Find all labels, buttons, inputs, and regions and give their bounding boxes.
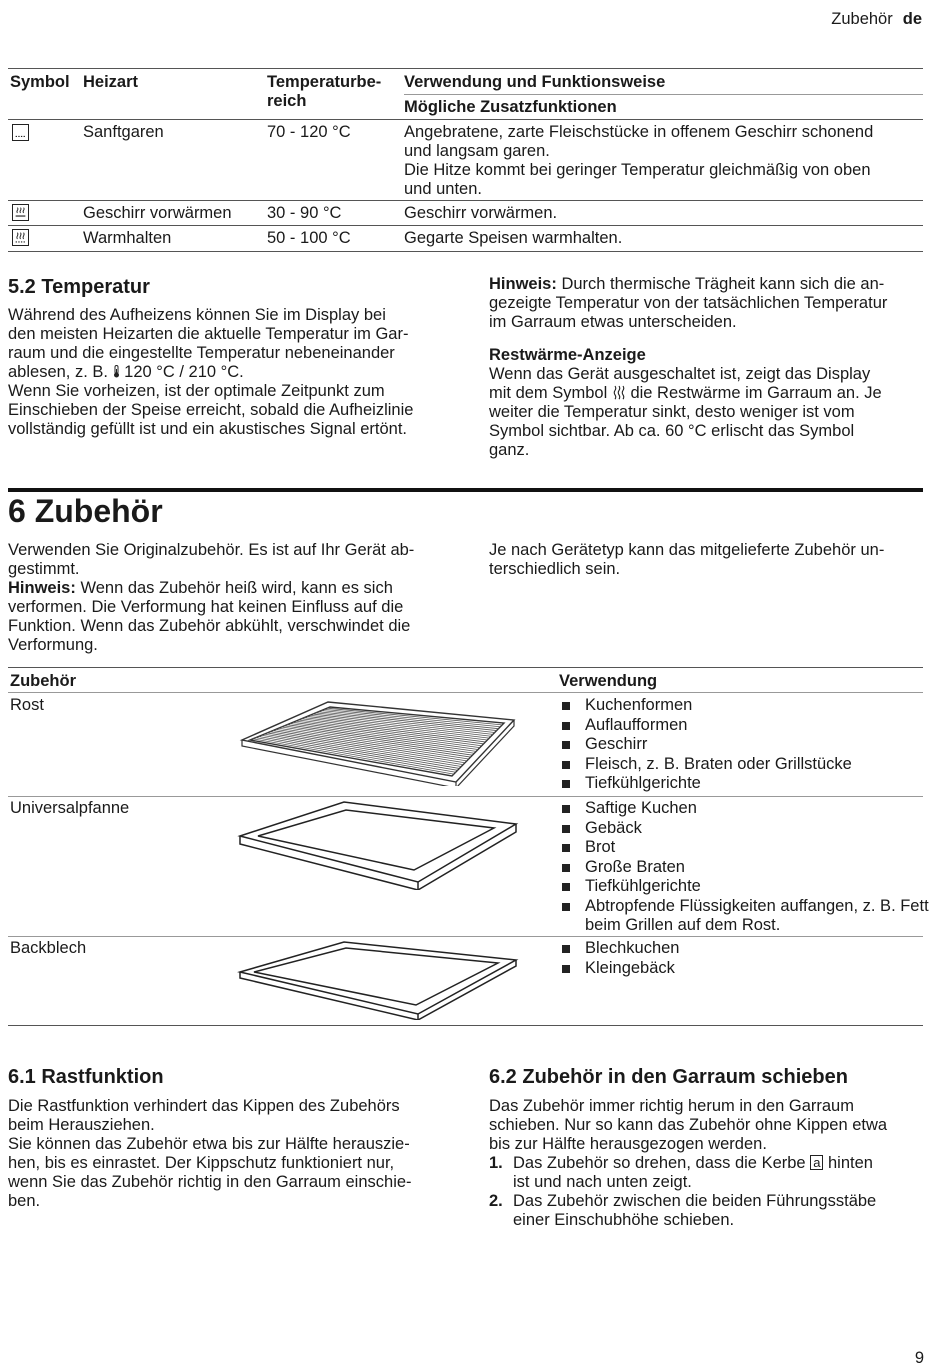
text-fragment: die Restwärme im Garraum an. Je bbox=[625, 384, 882, 402]
subheading-restwaerme: Restwärme-Anzeige bbox=[489, 346, 646, 364]
text-line: beim Herausziehen. bbox=[8, 1116, 155, 1134]
note-label: Hinweis: bbox=[8, 579, 76, 597]
col-symbol-header: Symbol bbox=[10, 73, 70, 91]
section-6-text bbox=[8, 541, 458, 655]
col-usage-header: Verwendung und Funktionsweise bbox=[404, 73, 666, 91]
list-item: Brot bbox=[559, 838, 929, 858]
list-item: Kuchenformen bbox=[559, 696, 852, 716]
list-item: Große Braten bbox=[559, 858, 929, 878]
table-header-rule bbox=[8, 119, 923, 120]
text-line: Während des Aufheizens können Sie im Display bei bbox=[8, 306, 386, 324]
slow-cook-icon bbox=[12, 124, 29, 141]
chapter-rule bbox=[8, 488, 923, 492]
plate-warming-icon bbox=[12, 204, 29, 221]
step-number: 2. bbox=[489, 1192, 503, 1210]
text-line: einer Einschubhöhe schieben. bbox=[513, 1211, 735, 1229]
acc-row-rule bbox=[8, 796, 923, 797]
text-line: vollständig gefüllt ist und ein akustisches Signal ertönt. bbox=[8, 420, 407, 438]
acc-usage-backblech bbox=[559, 939, 679, 978]
text-fragment: hinten bbox=[823, 1154, 873, 1172]
list-item: Tiefkühlgerichte bbox=[559, 877, 929, 897]
step-number: 1. bbox=[489, 1154, 503, 1172]
text-line: wenn Sie das Zubehör richtig in den Garraum einschie- bbox=[8, 1173, 412, 1191]
text-line: schieben. Nur so kann das Zubehör ohne Kippen etwa bbox=[489, 1116, 888, 1134]
text-line: gestimmt. bbox=[8, 560, 80, 578]
heizart-temp: 30 - 90 °C bbox=[267, 204, 342, 222]
text-line: Sie können das Zubehör etwa bis zur Hälfte herauszie- bbox=[8, 1135, 410, 1153]
heizart-usage bbox=[404, 123, 873, 199]
text-line: Je nach Gerätetyp kann das mitgelieferte Zubehör un- bbox=[489, 541, 885, 559]
acc-col-usage-header: Verwendung bbox=[559, 672, 658, 690]
acc-header-rule bbox=[8, 692, 923, 693]
section-6-right-text bbox=[489, 541, 929, 579]
text-line: ist und nach unten zeigt. bbox=[513, 1173, 692, 1191]
acc-table-top-rule bbox=[8, 667, 923, 668]
text-line: Symbol sichtbar. Ab ca. 60 °C erlischt das Symbol bbox=[489, 422, 855, 440]
text-fragment: mit dem Symbol bbox=[489, 384, 612, 402]
section-6-2-text bbox=[489, 1097, 929, 1230]
list-item bbox=[489, 1192, 929, 1230]
acc-usage-rost bbox=[559, 696, 852, 794]
col-heizart-header: Heizart bbox=[83, 73, 139, 91]
header-sub-rule bbox=[404, 94, 923, 95]
usage-line: und unten. bbox=[404, 180, 482, 198]
list-item: Kleingebäck bbox=[559, 959, 679, 979]
acc-col-name-header: Zubehör bbox=[10, 672, 76, 690]
usage-line: Angebratene, zarte Fleischstücke in offenem Geschirr schonend bbox=[404, 123, 874, 141]
universal-pan-image bbox=[236, 800, 520, 890]
text-line bbox=[489, 384, 929, 403]
baking-tray-image bbox=[236, 940, 520, 1020]
text-line: ben. bbox=[8, 1192, 41, 1210]
table-bottom-rule bbox=[8, 251, 923, 252]
list-item: Geschirr bbox=[559, 735, 852, 755]
keep-warm-icon bbox=[12, 229, 29, 246]
page-number: 9 bbox=[914, 1349, 924, 1367]
section-6-1-text bbox=[8, 1097, 458, 1211]
notch-mark: a bbox=[810, 1155, 823, 1170]
text-line: raum und die eingestellte Temperatur nebeneinander bbox=[8, 344, 395, 362]
text-line: im Garraum etwas unterscheiden. bbox=[489, 313, 737, 331]
text-line: hen, bis es einrastet. Der Kippschutz funktioniert nur, bbox=[8, 1154, 395, 1172]
text-line: Wenn Sie vorheizen, ist der optimale Zeitpunkt zum bbox=[8, 382, 385, 400]
section-title-6-1: 6.1 Rastfunktion bbox=[8, 1066, 164, 1088]
col-extra-header: Mögliche Zusatzfunktionen bbox=[404, 98, 617, 116]
heizart-temp: 70 - 120 °C bbox=[267, 123, 351, 141]
heizart-name: Sanftgaren bbox=[83, 123, 164, 141]
text-fragment: ablesen, z. B. bbox=[8, 363, 113, 381]
usage-line: und langsam garen. bbox=[404, 142, 550, 160]
text-line: Das Zubehör zwischen die beiden Führungsstäbe bbox=[513, 1192, 877, 1210]
header-lang: de bbox=[902, 10, 922, 28]
section-5-2-note bbox=[489, 275, 929, 460]
row-rule bbox=[8, 200, 923, 201]
text-fragment: Das Zubehör so drehen, dass die Kerbe bbox=[513, 1154, 811, 1172]
residual-heat-icon bbox=[612, 385, 626, 400]
text-line: Einschieben der Speise erreicht, sobald die Aufheizlinie bbox=[8, 401, 414, 419]
wire-rack-image bbox=[238, 698, 518, 786]
acc-name-universalpfanne: Universalpfanne bbox=[10, 799, 130, 817]
heizart-temp: 50 - 100 °C bbox=[267, 229, 351, 247]
list-item: Saftige Kuchen bbox=[559, 799, 929, 819]
acc-name-backblech: Backblech bbox=[10, 939, 87, 957]
list-item: Abtropfende Flüssigkeiten auffangen, z. B. Fett beim Grillen auf dem Rost. bbox=[559, 897, 929, 936]
text-line bbox=[489, 275, 929, 294]
section-title-5-2: 5.2 Temperatur bbox=[8, 276, 150, 298]
row-rule bbox=[8, 225, 923, 226]
heizart-name: Geschirr vorwärmen bbox=[83, 204, 232, 222]
text-line: Die Rastfunktion verhindert das Kippen des Zubehörs bbox=[8, 1097, 400, 1115]
col-temp-header-line1: Temperaturbe- bbox=[267, 73, 382, 91]
list-item bbox=[489, 1154, 929, 1192]
text-line: Das Zubehör immer richtig herum in den Garraum bbox=[489, 1097, 854, 1115]
text-line bbox=[513, 1154, 929, 1173]
acc-usage-universalpfanne bbox=[559, 799, 929, 936]
col-temp-header-line2: reich bbox=[267, 92, 307, 110]
heizart-usage: Gegarte Speisen warmhalten. bbox=[404, 229, 623, 247]
text-line: Verwenden Sie Originalzubehör. Es ist auf Ihr Gerät ab- bbox=[8, 541, 415, 559]
col-temp-header bbox=[267, 73, 381, 111]
list-item: Fleisch, z. B. Braten oder Grillstücke bbox=[559, 755, 852, 775]
heizart-name: Warmhalten bbox=[83, 229, 172, 247]
thermometer-icon bbox=[113, 364, 120, 377]
rack-bar bbox=[259, 736, 458, 770]
section-title-6-2: 6.2 Zubehör in den Garraum schieben bbox=[489, 1066, 848, 1088]
text-line bbox=[8, 579, 458, 598]
list-item: Gebäck bbox=[559, 819, 929, 839]
text-fragment: Wenn das Zubehör heiß wird, kann es sich bbox=[75, 579, 393, 597]
page-header bbox=[831, 10, 922, 29]
text-line: Wenn das Gerät ausgeschaltet ist, zeigt das Display bbox=[489, 365, 871, 383]
list-item: Tiefkühlgerichte bbox=[559, 774, 852, 794]
acc-row-rule bbox=[8, 936, 923, 937]
text-fragment: 120 °C / 210 °C. bbox=[119, 363, 244, 381]
list-item: Auflaufformen bbox=[559, 716, 852, 736]
chapter-title-6: 6 Zubehör bbox=[8, 493, 163, 529]
text-fragment: Durch thermische Trägheit kann sich die an- bbox=[556, 275, 885, 293]
table-top-rule bbox=[8, 68, 923, 69]
section-5-2-text bbox=[8, 306, 458, 439]
text-line: den meisten Heizarten die aktuelle Temperatur im Gar- bbox=[8, 325, 409, 343]
heizart-usage: Geschirr vorwärmen. bbox=[404, 204, 558, 222]
text-line: gezeigte Temperatur von der tatsächlichen Temperatur bbox=[489, 294, 888, 312]
acc-name-rost: Rost bbox=[10, 696, 44, 714]
text-line bbox=[8, 363, 458, 382]
text-line: Funktion. Wenn das Zubehör abkühlt, verschwindet die bbox=[8, 617, 411, 635]
text-line: verformen. Die Verformung hat keinen Einfluss auf die bbox=[8, 598, 404, 616]
acc-table-bottom-rule bbox=[8, 1025, 923, 1026]
text-line: terschiedlich sein. bbox=[489, 560, 621, 578]
text-line: bis zur Hälfte herausgezogen werden. bbox=[489, 1135, 767, 1153]
usage-line: Die Hitze kommt bei geringer Temperatur gleichmäßig von oben bbox=[404, 161, 871, 179]
list-item: Blechkuchen bbox=[559, 939, 679, 959]
header-section: Zubehör bbox=[831, 10, 893, 28]
text-line: ganz. bbox=[489, 441, 530, 459]
note-label: Hinweis: bbox=[489, 275, 557, 293]
text-line: weiter die Temperatur sinkt, desto weniger ist vom bbox=[489, 403, 855, 421]
text-line: Verformung. bbox=[8, 636, 98, 654]
